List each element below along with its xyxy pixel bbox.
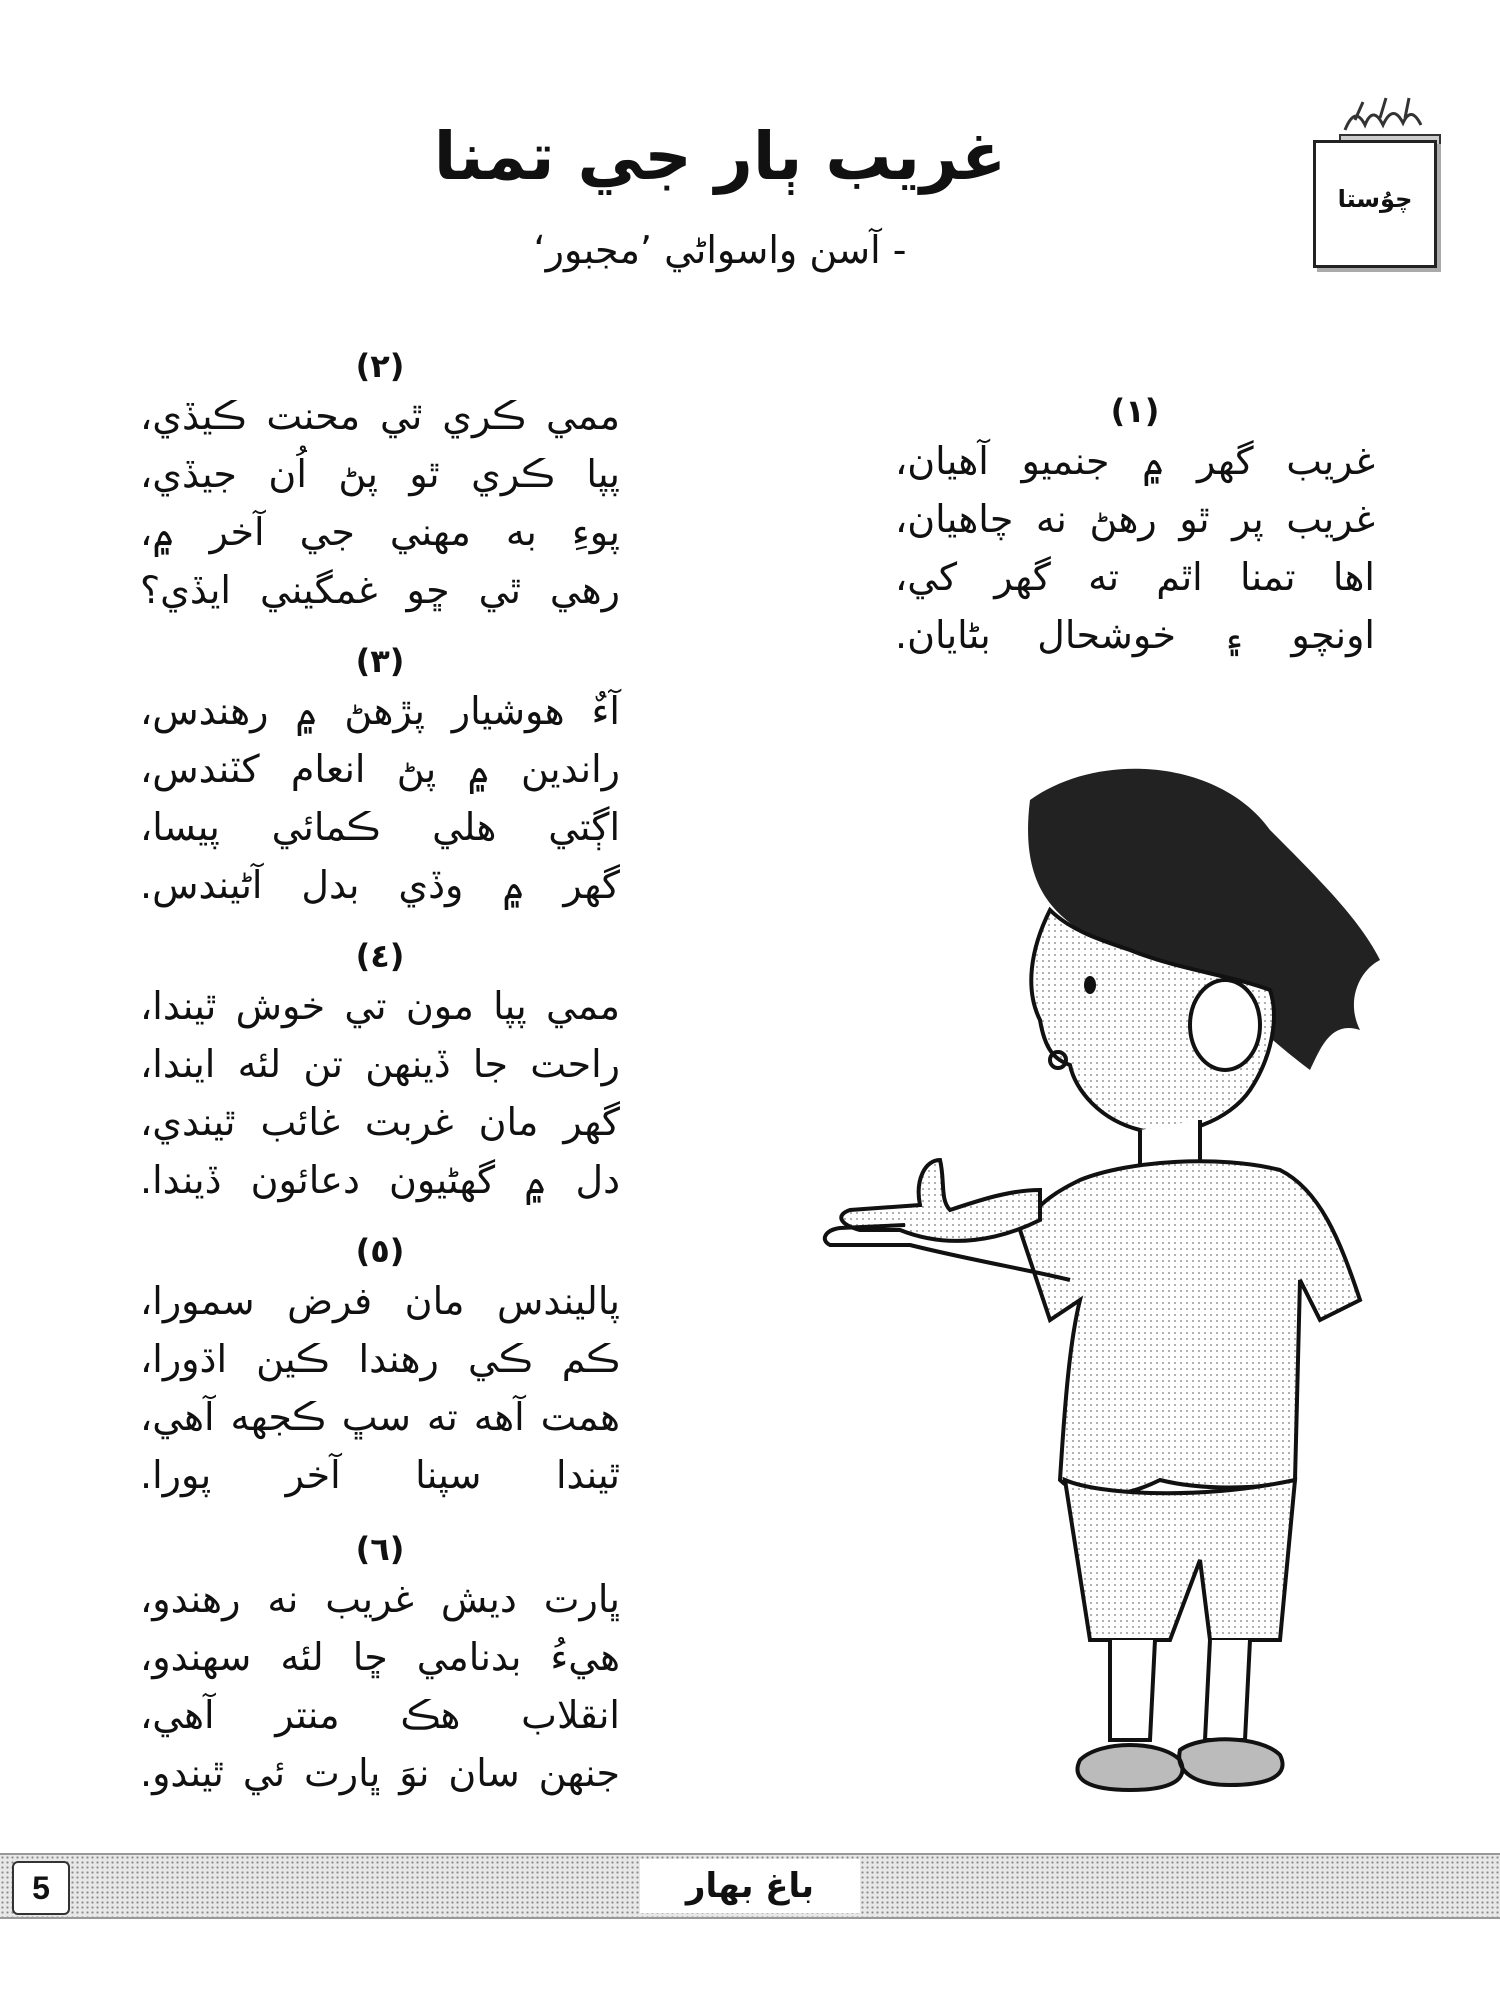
- stanza-line: راحت جا ڏينهن تن لئه ايندا،: [140, 1042, 620, 1086]
- stanza-line: پپا ڪري ٿو پڻ اُن جيڏي،: [140, 452, 620, 496]
- magazine-name: باغ بهار: [640, 1859, 860, 1913]
- stanza-line: هيءُ بدنامي ڇا لئه سهندو،: [140, 1635, 620, 1679]
- boy-illustration: [800, 760, 1420, 1820]
- stanza-line: دل ۾ گهڻيون دعائون ڏيندا.: [140, 1158, 620, 1202]
- stanza-line: غريب پر ٿو رهڻ نه چاهيان،: [895, 497, 1375, 541]
- stanza-line: ڪم ڪي رهندا ڪين اڌورا،: [140, 1337, 620, 1381]
- stanza-4: [140, 935, 620, 1209]
- ear-shape: [1190, 980, 1260, 1070]
- stanza-line: غريب گهر ۾ جنميو آهيان،: [895, 439, 1375, 483]
- stanza-line: ڀارت ديش غريب نه رهندو،: [140, 1577, 620, 1621]
- stanza-line: ٿيندا سپنا آخر پورا.: [140, 1453, 620, 1497]
- stanza-line: اونچو ۽ خوشحال بڻايان.: [895, 613, 1375, 657]
- stanza-number: (٦): [355, 1530, 405, 1568]
- badge-card: [1313, 140, 1437, 268]
- stanza-line: آءٌ هوشيار پڙهڻ ۾ رهندس،: [140, 689, 620, 733]
- poem-author: - آسن واسواڻي ’مجبور‘: [533, 228, 907, 272]
- stanza-number: (٣): [355, 642, 405, 680]
- stanza-number: (١): [1110, 392, 1160, 430]
- stanza-line: ممي پپا مون تي خوش ٿيندا،: [140, 984, 620, 1028]
- stanza-number: (٤): [355, 937, 405, 975]
- sandals-shape: [1077, 1739, 1282, 1790]
- stanza-2: [140, 345, 620, 619]
- stanza-number: (٢): [355, 347, 405, 385]
- stanza-3: [140, 640, 620, 914]
- poem-title: غريب ٻار جي تمنا: [433, 118, 1007, 195]
- shorts-shape: [1065, 1480, 1295, 1640]
- stanza-line: گهر ۾ وڏي بدل آڻيندس.: [140, 863, 620, 907]
- badge-label: چوُستا: [1337, 185, 1413, 213]
- arm-shape: [841, 1160, 1040, 1241]
- stanza-line: رهي ٿي ڇو غمگيني ايڏي؟: [140, 568, 620, 612]
- stanza-1: [895, 390, 1375, 664]
- stanza-line: ممي ڪري ٿي محنت ڪيڏي،: [140, 394, 620, 438]
- page-footer: [0, 1853, 1500, 1919]
- stanza-line: همت آهه ته سڀ ڪجهه آهي،: [140, 1395, 620, 1439]
- stanza-5: [140, 1230, 620, 1504]
- page-number: 5: [12, 1861, 70, 1915]
- stanza-line: گهر مان غربت غائب ٿيندي،: [140, 1100, 620, 1144]
- stanza-line: پوءِ به مهني جي آخر ۾،: [140, 510, 620, 554]
- shirt-shape: [1020, 1161, 1360, 1495]
- stanza-line: اها تمنا اٿم ته گهر کي،: [895, 555, 1375, 599]
- stanza-line: جنهن سان نوَ ڀارت ئي ٿيندو.: [140, 1751, 620, 1795]
- stanza-line: پاليندس مان فرض سمورا،: [140, 1279, 620, 1323]
- stanza-line: انقلاب هڪ منتر آهي،: [140, 1693, 620, 1737]
- stanza-line: اڳتي هلي ڪمائي پيسا،: [140, 805, 620, 849]
- stanza-6: [140, 1528, 620, 1802]
- stanza-line: راندين ۾ پڻ انعام کٽندس،: [140, 747, 620, 791]
- legs-shape: [1110, 1640, 1250, 1740]
- section-badge: [1305, 90, 1455, 275]
- stanza-number: (٥): [355, 1232, 405, 1270]
